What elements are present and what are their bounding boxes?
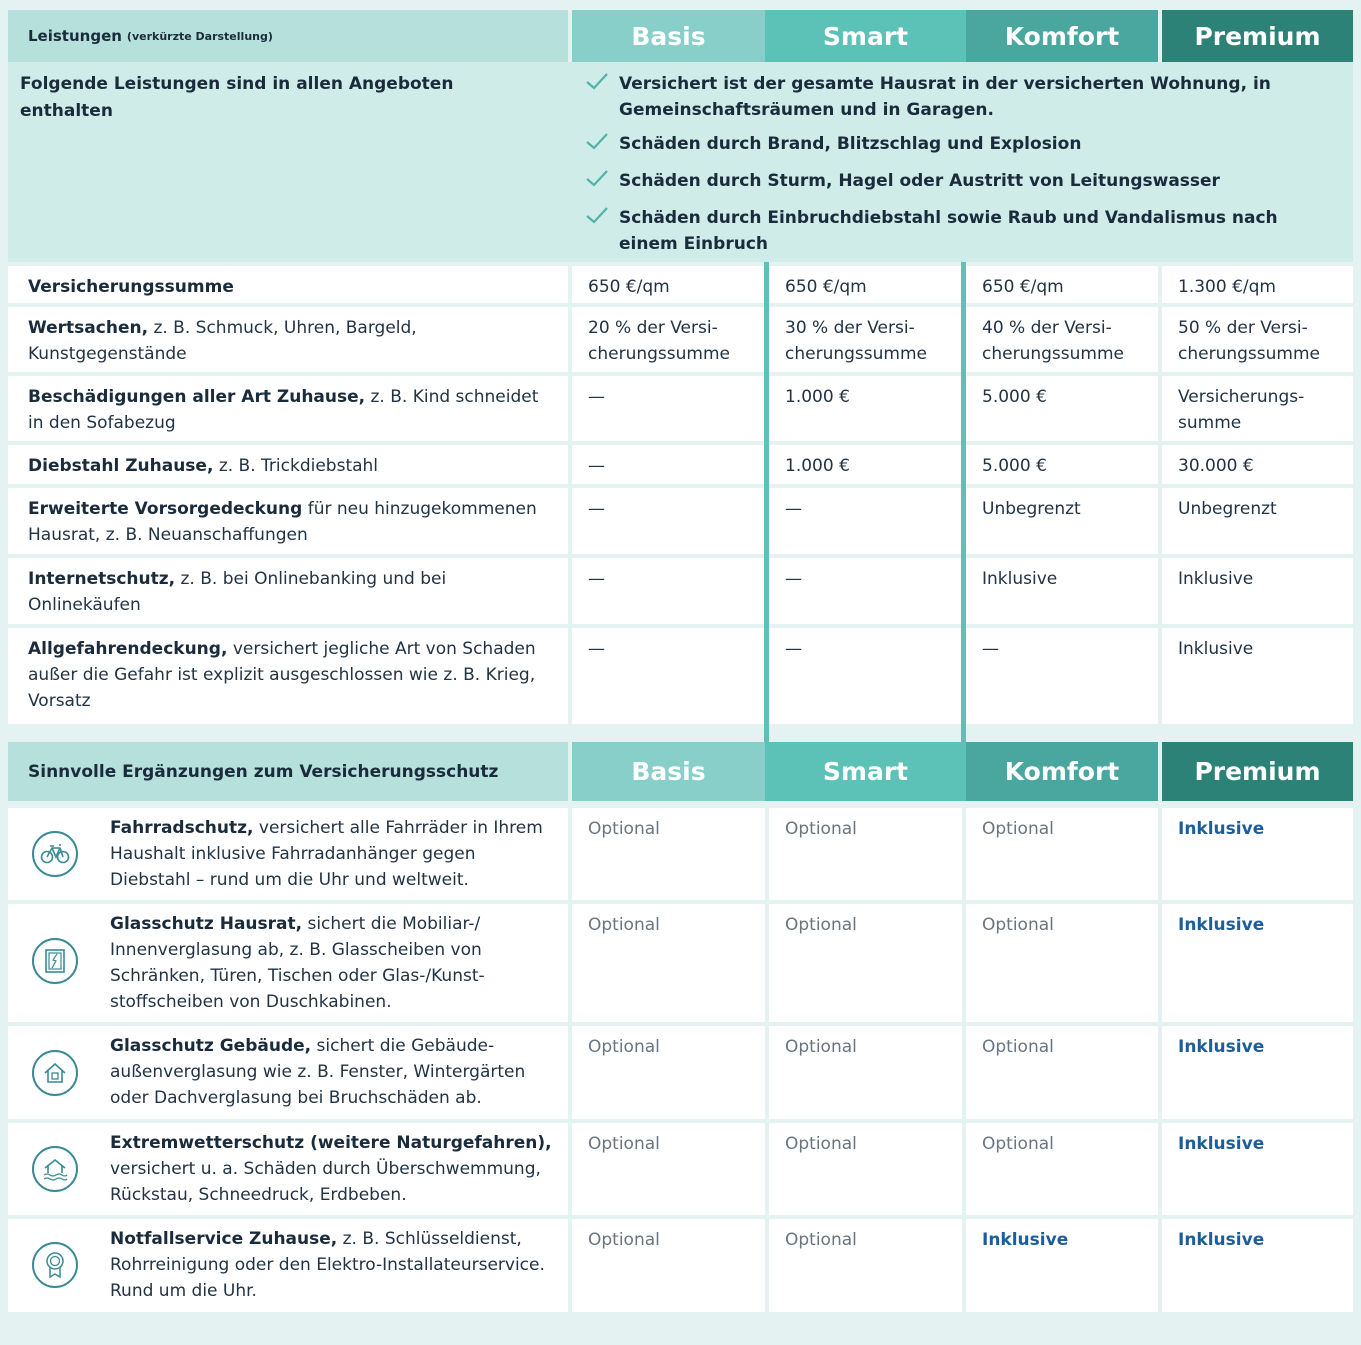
cell-basis: — bbox=[572, 445, 765, 484]
addon-text: Glasschutz Gebäude, sichert die Gebäudeaußenverglasung wie z. B. Fenster, Wintergärten oder Dachverglasung bei Bruchschäden ab. bbox=[110, 1036, 526, 1108]
addon-text: Notfallservice Zuhause, z. B. Schlüsseldienst, Rohrreinigung oder den Elektro-Installateurservice. Rund um die Uhr. bbox=[110, 1229, 545, 1301]
cell-smart: Optional bbox=[769, 1026, 962, 1119]
table1-header-label bbox=[8, 10, 568, 62]
cell-komfort: Optional bbox=[966, 808, 1158, 900]
included-list bbox=[585, 71, 1315, 257]
col-header-premium: Premium bbox=[1162, 742, 1353, 801]
col-header-basis: Basis bbox=[572, 10, 765, 62]
row-label-allgefahrendeckung: Allgefahrendeckung, versichert jegliche Art von Schaden außer die Gefahr ist explizit ausgeschlossen wie z. B. Krieg, Vorsatz bbox=[8, 628, 568, 724]
cell-premium: Inklusive bbox=[1162, 1026, 1353, 1119]
column-divider-komfort bbox=[961, 262, 966, 742]
addon-text: Fahrradschutz, versichert alle Fahrräder in Ihrem Haushalt inklusive Fahrradanhänger gegen Diebstahl – rund um die Uhr und weltweit. bbox=[110, 818, 543, 890]
cell-basis: Optional bbox=[572, 1026, 765, 1119]
included-item bbox=[585, 205, 1315, 257]
check-icon bbox=[585, 71, 619, 123]
addon-text: Extremwetterschutz (weitere Naturgefahren), versichert u. a. Schäden durch Überschwemmung, Rückstau, Schneedruck, Erdbeben. bbox=[110, 1133, 552, 1205]
cell-premium: Inklusive bbox=[1162, 904, 1353, 1022]
cell-premium: Unbegrenzt bbox=[1162, 488, 1353, 554]
service-badge-icon bbox=[32, 1242, 78, 1288]
row-label-diebstahl: Diebstahl Zuhause, z. B. Trickdiebstahl bbox=[8, 445, 568, 484]
check-icon bbox=[585, 168, 619, 196]
cell-komfort: 40 % der Versicherungssumme bbox=[966, 307, 1158, 372]
cell-basis: 20 % der Versicherungssumme bbox=[572, 307, 765, 372]
included-item bbox=[585, 71, 1315, 123]
col-header-basis: Basis bbox=[572, 742, 765, 801]
cell-premium: Inklusive bbox=[1162, 628, 1353, 724]
included-item-text: Schäden durch Brand, Blitzschlag und Explosion bbox=[619, 134, 1082, 154]
cell-komfort: Optional bbox=[966, 1123, 1158, 1215]
included-item-text: Schäden durch Sturm, Hagel oder Austritt von Leitungswasser bbox=[619, 171, 1220, 191]
cell-smart: 1.000 € bbox=[769, 445, 962, 484]
cell-komfort: Inklusive bbox=[966, 558, 1158, 624]
table1-title: Leistungen bbox=[28, 27, 122, 45]
cell-basis: — bbox=[572, 488, 765, 554]
cell-smart: — bbox=[769, 488, 962, 554]
addon-text: Glasschutz Hausrat, sichert die Mobiliar-/ Innenverglasung ab, z. B. Glasscheiben von Schränken, Türen, Tischen oder Glas-/Kunststoffscheiben von Duschkabinen. bbox=[110, 914, 485, 1012]
cell-premium: Versicherungssumme bbox=[1162, 376, 1353, 441]
addon-row-glasschutz-gebaeude bbox=[8, 1026, 568, 1119]
cell-smart: — bbox=[769, 558, 962, 624]
col-header-komfort: Komfort bbox=[966, 10, 1158, 62]
col-header-premium: Premium bbox=[1162, 10, 1353, 62]
addon-row-notfallservice bbox=[8, 1219, 568, 1312]
included-item-text: Versichert ist der gesamte Hausrat in der versicherten Wohnung, in Gemeinschaftsräumen und in Garagen. bbox=[619, 74, 1271, 120]
cell-basis: Optional bbox=[572, 904, 765, 1022]
addon-row-glasschutz-hausrat bbox=[8, 904, 568, 1022]
included-label: Folgende Leistungen sind in allen Angeboten enthalten bbox=[20, 74, 454, 121]
included-item bbox=[585, 131, 1315, 159]
check-icon bbox=[585, 131, 619, 159]
col-header-smart: Smart bbox=[765, 742, 966, 801]
cell-premium: 50 % der Versicherungssumme bbox=[1162, 307, 1353, 372]
glass-pane-icon bbox=[32, 938, 78, 984]
table2-header-label bbox=[8, 742, 568, 801]
cell-komfort: 5.000 € bbox=[966, 376, 1158, 441]
cell-komfort: Optional bbox=[966, 904, 1158, 1022]
cell-basis: Optional bbox=[572, 1123, 765, 1215]
cell-smart: — bbox=[769, 628, 962, 724]
cell-basis: — bbox=[572, 376, 765, 441]
cell-smart: Optional bbox=[769, 808, 962, 900]
row-label-wertsachen: Wertsachen, z. B. Schmuck, Uhren, Bargeld, Kunstgegenstände bbox=[8, 307, 568, 372]
addon-row-extremwetterschutz bbox=[8, 1123, 568, 1215]
bicycle-icon bbox=[32, 831, 78, 877]
cell-basis: — bbox=[572, 628, 765, 724]
house-flood-icon bbox=[32, 1146, 78, 1192]
cell-komfort: — bbox=[966, 628, 1158, 724]
cell-premium: Inklusive bbox=[1162, 1123, 1353, 1215]
row-label-versicherungssumme: Versicherungssumme bbox=[8, 266, 568, 303]
cell-smart: 1.000 € bbox=[769, 376, 962, 441]
cell-komfort: Inklusive bbox=[966, 1219, 1158, 1312]
col-header-smart: Smart bbox=[765, 10, 966, 62]
cell-basis: Optional bbox=[572, 808, 765, 900]
cell-smart: Optional bbox=[769, 1123, 962, 1215]
table2-title: Sinnvolle Ergänzungen zum Versicherungsschutz bbox=[28, 761, 499, 782]
cell-komfort: 650 €/qm bbox=[966, 266, 1158, 303]
row-label-beschaedigungen: Beschädigungen aller Art Zuhause, z. B. Kind schneidet in den Sofabezug bbox=[8, 376, 568, 441]
col-header-komfort: Komfort bbox=[966, 742, 1158, 801]
cell-premium: 30.000 € bbox=[1162, 445, 1353, 484]
cell-premium: Inklusive bbox=[1162, 808, 1353, 900]
cell-smart: Optional bbox=[769, 1219, 962, 1312]
cell-premium: Inklusive bbox=[1162, 1219, 1353, 1312]
cell-komfort: Optional bbox=[966, 1026, 1158, 1119]
row-label-vorsorgedeckung: Erweiterte Vorsorgedeckung für neu hinzugekommenen Hausrat, z. B. Neuanschaffungen bbox=[8, 488, 568, 554]
cell-premium: Inklusive bbox=[1162, 558, 1353, 624]
table1-subtitle: (verkürzte Darstellung) bbox=[126, 29, 273, 43]
cell-smart: 650 €/qm bbox=[769, 266, 962, 303]
cell-basis: Optional bbox=[572, 1219, 765, 1312]
addon-row-fahrradschutz bbox=[8, 808, 568, 900]
cell-basis: — bbox=[572, 558, 765, 624]
row-label-internetschutz: Internetschutz, z. B. bei Onlinebanking und bei Onlinekäufen bbox=[8, 558, 568, 624]
cell-smart: Optional bbox=[769, 904, 962, 1022]
included-item-text: Schäden durch Einbruchdiebstahl sowie Raub und Vandalismus nach einem Einbruch bbox=[619, 208, 1278, 254]
cell-basis: 650 €/qm bbox=[572, 266, 765, 303]
cell-premium: 1.300 €/qm bbox=[1162, 266, 1353, 303]
house-window-icon bbox=[32, 1050, 78, 1096]
cell-komfort: Unbegrenzt bbox=[966, 488, 1158, 554]
column-divider-smart bbox=[764, 262, 769, 742]
check-icon bbox=[585, 205, 619, 257]
cell-komfort: 5.000 € bbox=[966, 445, 1158, 484]
cell-smart: 30 % der Versicherungssumme bbox=[769, 307, 962, 372]
included-item bbox=[585, 168, 1315, 196]
